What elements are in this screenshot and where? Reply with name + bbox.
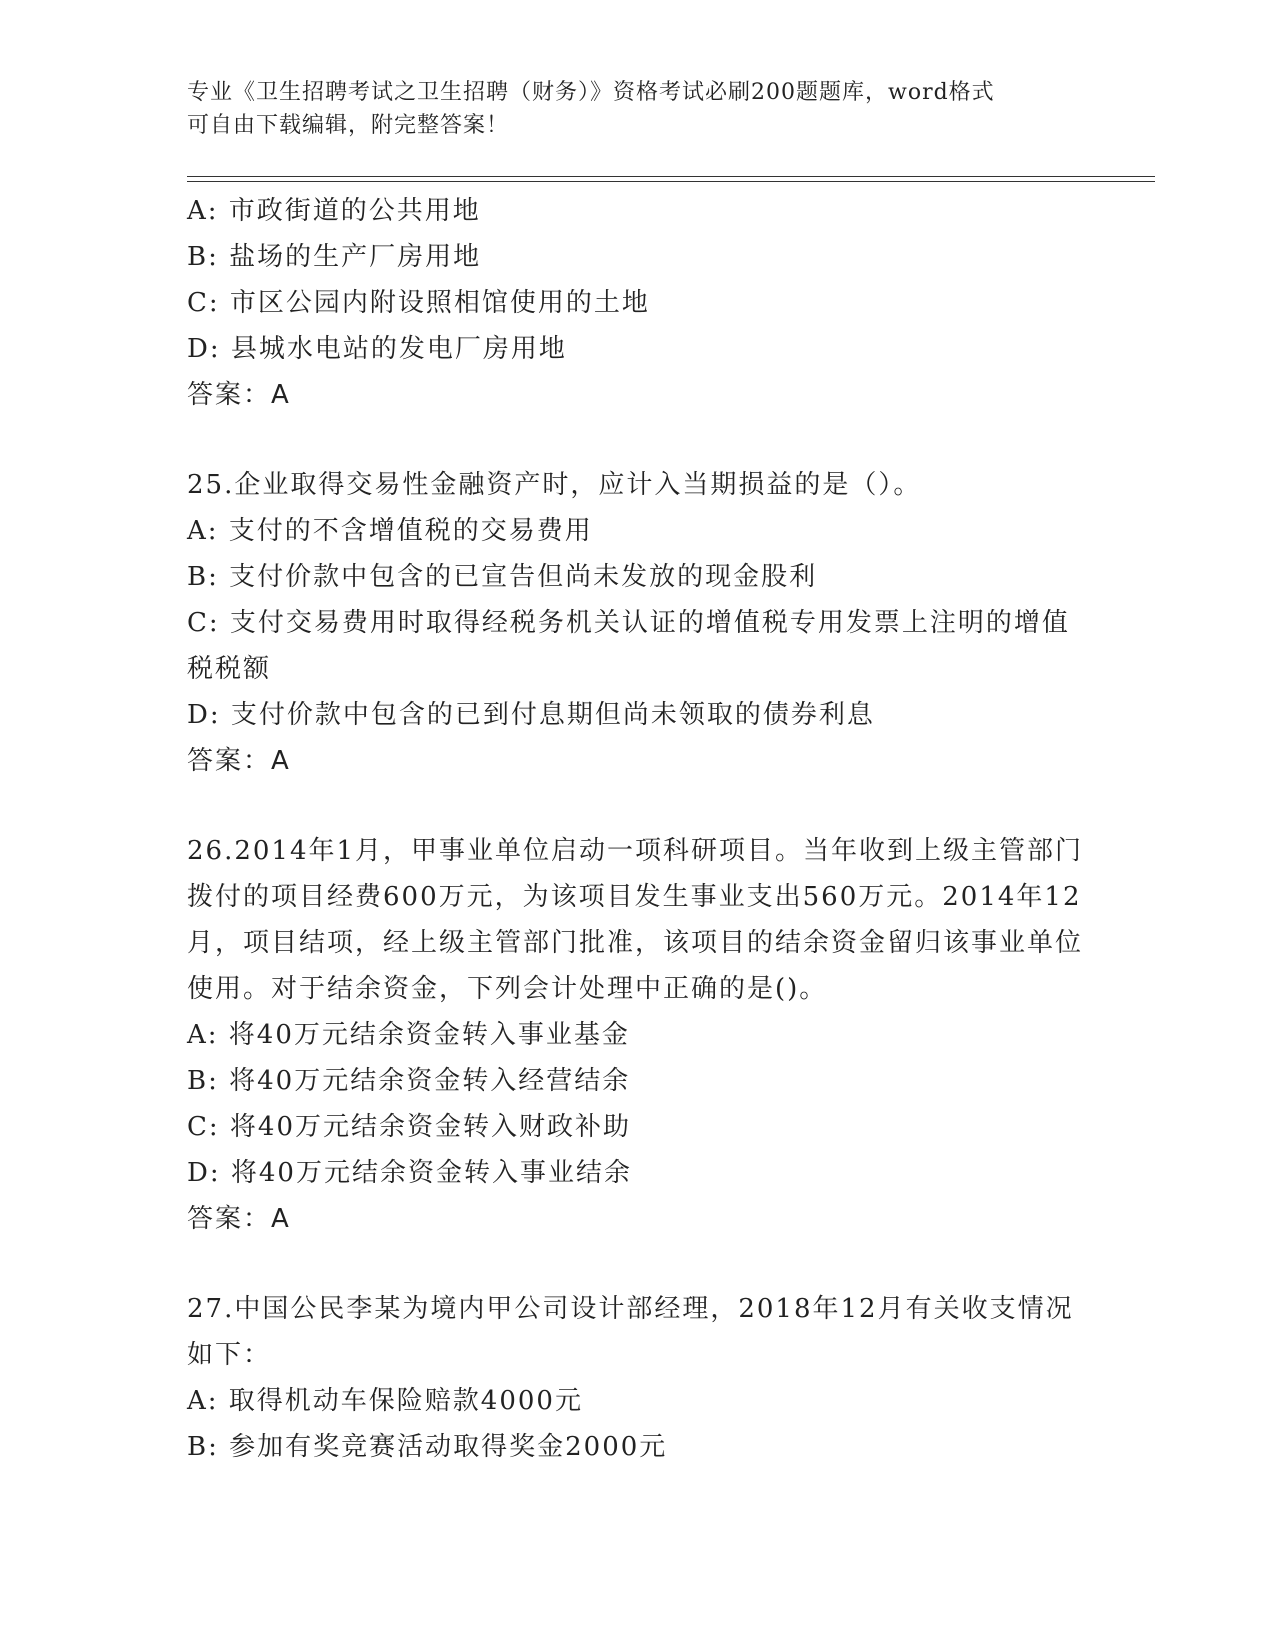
question-26 [187,828,1087,1242]
option-b: B: 支付价款中包含的已宣告但尚未发放的现金股利 [187,562,818,592]
option-c: C: 将40万元结余资金转入财政补助 [187,1112,632,1142]
option-d: D: 支付价款中包含的已到付息期但尚未领取的债券利息 [187,700,875,730]
question-stem: 27.中国公民李某为境内甲公司设计部经理，2018年12月有关收支情况如下： [187,1294,1074,1370]
document-header [187,76,1067,142]
header-divider-top [187,176,1155,177]
question-list [187,188,1087,1470]
option-d: D: 县城水电站的发电厂房用地 [187,334,567,364]
header-divider-bottom [187,181,1155,182]
option-a: A: 支付的不含增值税的交易费用 [187,516,593,546]
answer-line: 答案：A [187,380,291,410]
option-a: A: 市政街道的公共用地 [187,196,481,226]
option-a: A: 取得机动车保险赔款4000元 [187,1386,583,1416]
option-b: B: 将40万元结余资金转入经营结余 [187,1066,631,1096]
question-previous [187,188,1087,418]
header-line-1: 专业《卫生招聘考试之卫生招聘（财务）》资格考试必刷200题题库，word格式 [187,80,995,105]
question-27 [187,1286,1087,1470]
answer-line: 答案：A [187,746,291,776]
question-25 [187,462,1087,784]
option-c: C: 市区公园内附设照相馆使用的土地 [187,288,650,318]
option-b: B: 盐场的生产厂房用地 [187,242,482,272]
header-line-2: 可自由下载编辑，附完整答案！ [187,113,510,138]
question-stem: 25.企业取得交易性金融资产时，应计入当期损益的是（）。 [187,470,922,500]
answer-line: 答案：A [187,1204,291,1234]
option-d: D: 将40万元结余资金转入事业结余 [187,1158,632,1188]
option-b: B: 参加有奖竞赛活动取得奖金2000元 [187,1432,668,1462]
option-c: C: 支付交易费用时取得经税务机关认证的增值税专用发票上注明的增值税税额 [187,608,1070,684]
option-a: A: 将40万元结余资金转入事业基金 [187,1020,630,1050]
question-stem: 26.2014年1月，甲事业单位启动一项科研项目。当年收到上级主管部门拨付的项目经费600万元，为该项目发生事业支出560万元。2014年12月，项目结项，经上级主管部门批准，该项目的结余资金留归该事业单位使用。对于结余资金，下列会计处理中正确的是()。 [187,836,1084,1004]
